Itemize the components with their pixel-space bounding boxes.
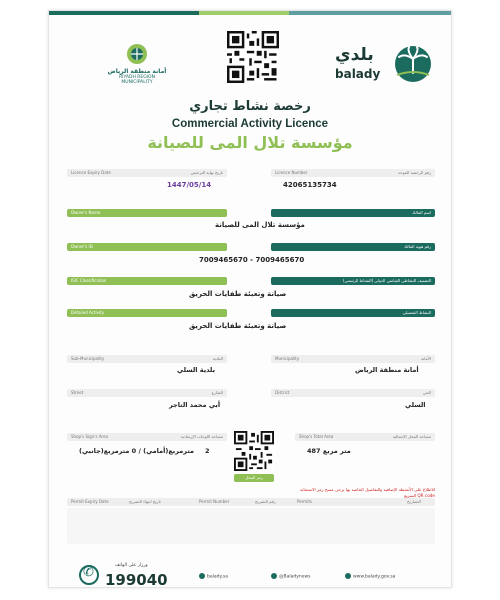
permits-table-body <box>67 508 435 544</box>
qr-caption: رمز المحل <box>234 474 274 482</box>
permits-ar: التصاريح <box>407 499 421 504</box>
balady-logo-ar: بلدي <box>335 45 374 65</box>
social-icon <box>271 573 277 579</box>
street-label: Street الشارع <box>67 389 227 397</box>
title-arabic: رخصة نشاط تجاري <box>189 99 311 114</box>
signs-area-value-a: 2 <box>205 447 210 455</box>
footer-website-short[interactable]: balady.sa <box>199 573 228 580</box>
expiry-date-value: 1447/05/14 <box>167 181 212 189</box>
isic-label-ar: التصنيف النشاطي القياسي الدولي (النشاط الرئيسي) <box>271 277 435 285</box>
licence-number-value: 42065135734 <box>283 181 337 189</box>
balady-logo <box>325 43 435 85</box>
licence-number-label: Licence Number رقم الرخصة الموحد <box>271 169 435 177</box>
municipality-logo-ar: أمانة منطقة الرياض <box>107 68 167 75</box>
top-accent-bar <box>49 11 451 15</box>
permits-header <box>67 498 435 506</box>
sub-municipality-label: Sub-Municipality البلدية <box>67 355 227 363</box>
municipality-value: أمانة منطقة الرياض <box>355 366 419 374</box>
permit-number-ar: رقم التصريح <box>255 499 276 504</box>
sub-municipality-value: بلدية السلي <box>177 366 216 374</box>
qr-code-shop[interactable] <box>234 431 274 471</box>
owner-id-value: 7009465670 - 7009465670 <box>199 256 305 264</box>
total-area-label: Shop's Total Area مساحة المحل الإجمالية <box>295 433 435 441</box>
isic-value: صيانة وتعبئة طفايات الحريق <box>189 290 287 298</box>
municipality-label: Municipality الأمانة <box>271 355 435 363</box>
owner-id-label-ar: رقم هوية المالك <box>271 243 435 251</box>
permits-en: Permits <box>297 499 312 504</box>
signs-area-value-b: مترمربع(أمامي) / 0 مترمربع(جانبي) <box>79 447 195 455</box>
detailed-activity-label-en: Detailed Activity <box>67 309 227 317</box>
footer-website[interactable]: www.balady.gov.sa <box>345 573 395 580</box>
municipality-emblem-icon <box>125 43 149 65</box>
footer <box>49 559 451 589</box>
phone-number[interactable]: 199040 <box>105 571 168 589</box>
title-english: Commercial Activity Licence <box>171 118 329 130</box>
owner-id-label-en: Owner's ID <box>67 243 227 251</box>
municipality-logo-en: RIYADH REGION MUNICIPALITY <box>119 74 155 85</box>
permit-number-en: Permit Number <box>199 499 230 504</box>
expiry-date-label: Licence Expiry Date تاريخ نهاية الترخيص <box>67 169 227 177</box>
total-area-value: 487 متر مربع <box>307 447 351 455</box>
owner-name-label-en: Owner's Name <box>67 209 227 217</box>
qr-code-top[interactable] <box>227 31 279 83</box>
establishment-name: مؤسسة تلال المى للصيانة <box>147 133 353 152</box>
district-label: District الحي <box>271 389 435 397</box>
web-icon <box>345 573 351 579</box>
detailed-activity-value: صيانة وتعبئة طفايات الحريق <box>189 322 287 330</box>
footer-social[interactable]: @Baladynews <box>271 573 311 580</box>
owner-name-value: مؤسسة تلال المى للصيانة <box>215 221 305 229</box>
riyadh-municipality-logo <box>107 43 167 85</box>
permit-expiry-ar: تاريخ انتهاء التصريح <box>129 499 161 504</box>
owner-name-label-ar: اسم المالك <box>271 209 435 217</box>
balady-logo-en: balady <box>335 67 381 81</box>
phone-caption: ورزار على الهاتف <box>115 563 148 568</box>
permit-expiry-en: Permit Expiry Date <box>71 499 109 504</box>
isic-label-en: ISIC Classification <box>67 277 227 285</box>
street-value: أبي محمد التاجر <box>169 401 221 409</box>
district-value: السلي <box>405 401 426 409</box>
phone-icon <box>79 565 99 585</box>
qr-note: للاطلاع على الأنشطة الإضافية والتفاصيل الخاصة بها يرجى مسح رمز الاستجابة السريع QR code <box>299 487 435 498</box>
licence-document <box>48 10 452 588</box>
globe-icon <box>199 573 205 579</box>
signs-area-label: Shop's Sign's Area مساحة اللوحات الإرشادية <box>67 433 227 441</box>
detailed-activity-label-ar: النشاط التفصيلي <box>271 309 435 317</box>
